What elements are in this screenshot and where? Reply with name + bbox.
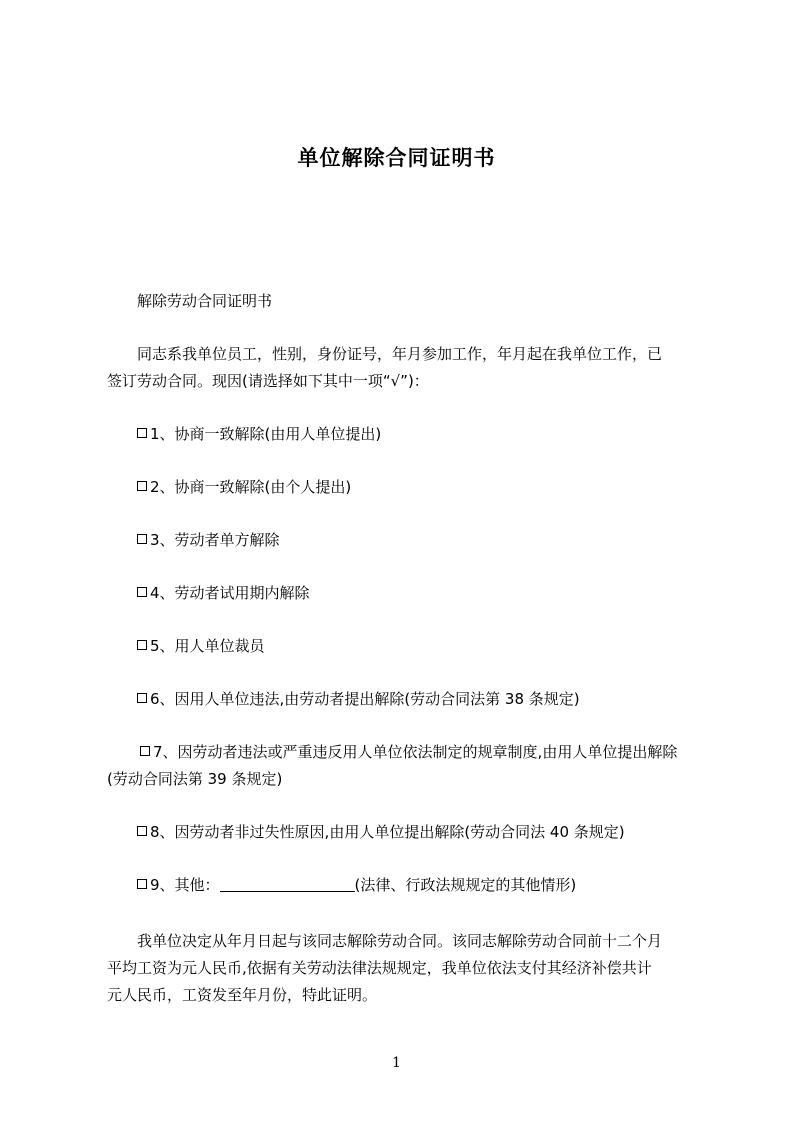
option-9 bbox=[137, 874, 576, 896]
checkbox-icon[interactable] bbox=[140, 746, 150, 756]
option-8-label: 8、因劳动者非过失性原因,由用人单位提出解除(劳动合同法 40 条规定) bbox=[150, 823, 625, 841]
option-1 bbox=[137, 423, 381, 445]
option-2-label: 2、协商一致解除(由个人提出) bbox=[150, 478, 352, 496]
intro-line-2: 签订劳动合同。现因(请选择如下其中一项“√”)： bbox=[107, 372, 429, 390]
option-3-label: 3、劳动者单方解除 bbox=[150, 531, 280, 549]
option-6 bbox=[137, 688, 580, 710]
closing-line-3: 元人民币，工资发至年月份，特此证明。 bbox=[107, 986, 378, 1004]
closing-line-2: 平均工资为元人民币,依据有关劳动法律法规规定，我单位依法支付其经济补偿共计 bbox=[107, 959, 652, 977]
other-reason-blank[interactable] bbox=[220, 877, 355, 892]
page-number: 1 bbox=[392, 1055, 401, 1071]
option-7-continued: (劳动合同法第 39 条规定) bbox=[107, 770, 283, 788]
option-4 bbox=[137, 582, 310, 604]
intro-line-1: 同志系我单位员工，性别，身份证号，年月参加工作，年月起在我单位工作，已 bbox=[137, 345, 663, 363]
option-3 bbox=[137, 529, 280, 551]
option-5-label: 5、用人单位裁员 bbox=[150, 637, 265, 655]
checkbox-icon[interactable] bbox=[137, 693, 147, 703]
option-4-label: 4、劳动者试用期内解除 bbox=[150, 584, 310, 602]
option-9-label: 9、其他： bbox=[150, 876, 220, 894]
checkbox-icon[interactable] bbox=[137, 428, 147, 438]
closing-line-1: 我单位决定从年月日起与该同志解除劳动合同。该同志解除劳动合同前十二个月 bbox=[137, 932, 663, 950]
option-5 bbox=[137, 635, 265, 657]
option-9-label-after: (法律、行政法规规定的其他情形) bbox=[354, 876, 577, 894]
option-7 bbox=[140, 741, 677, 763]
option-8 bbox=[137, 821, 625, 843]
checkbox-icon[interactable] bbox=[137, 534, 147, 544]
checkbox-icon[interactable] bbox=[137, 826, 147, 836]
option-1-label: 1、协商一致解除(由用人单位提出) bbox=[150, 425, 382, 443]
checkbox-icon[interactable] bbox=[137, 587, 147, 597]
option-7-label: 7、因劳动者违法或严重违反用人单位依法制定的规章制度,由用人单位提出解除 bbox=[153, 743, 678, 761]
option-6-label: 6、因用人单位违法,由劳动者提出解除(劳动合同法第 38 条规定) bbox=[150, 690, 580, 708]
checkbox-icon[interactable] bbox=[137, 481, 147, 491]
page-title: 单位解除合同证明书 bbox=[297, 146, 496, 170]
option-2 bbox=[137, 476, 351, 498]
checkbox-icon[interactable] bbox=[137, 879, 147, 889]
checkbox-icon[interactable] bbox=[137, 640, 147, 650]
document-subtitle: 解除劳动合同证明书 bbox=[137, 292, 273, 310]
